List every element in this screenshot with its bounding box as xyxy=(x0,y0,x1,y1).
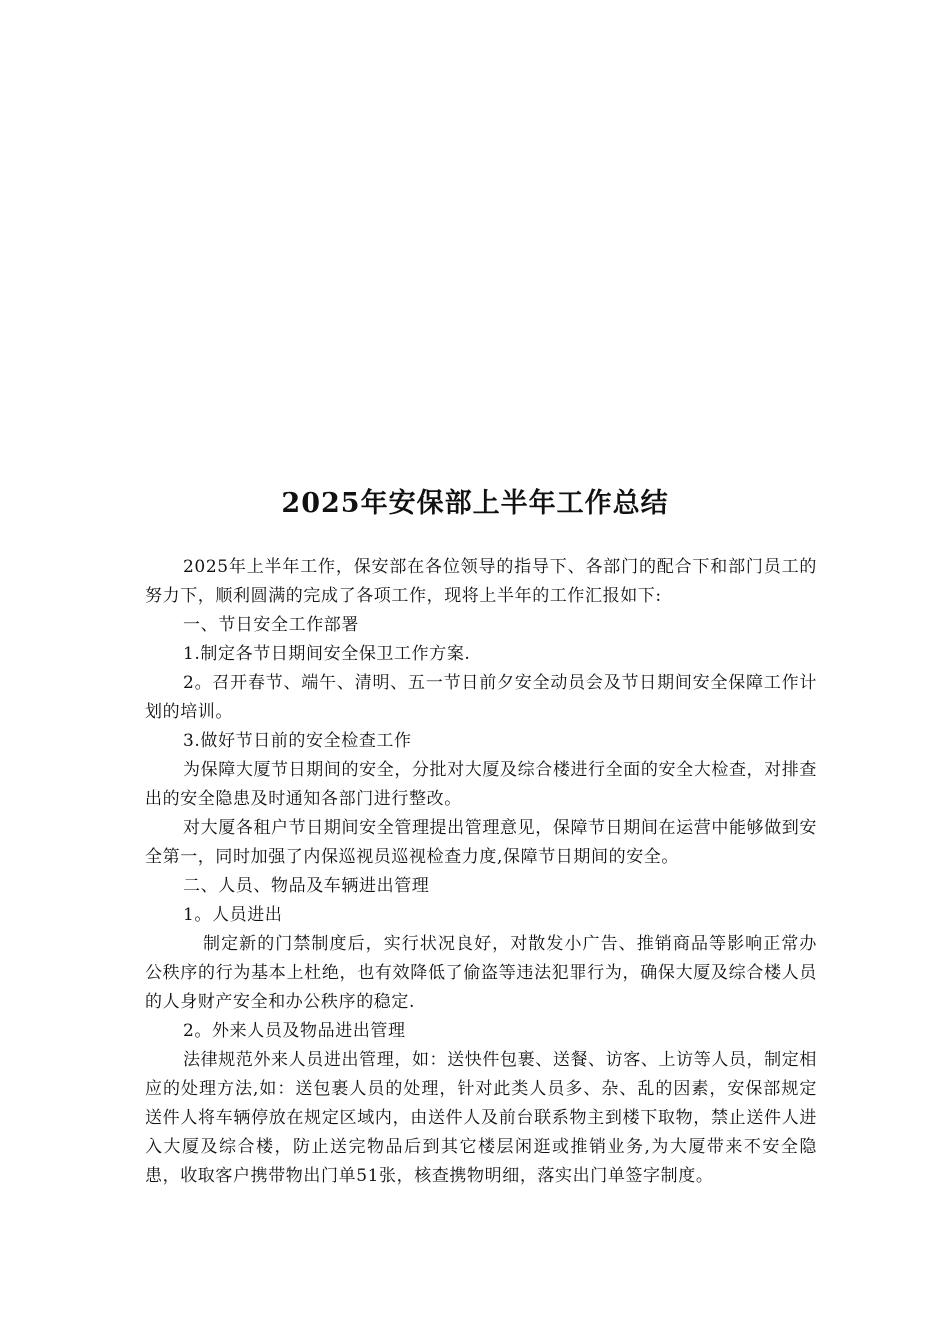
list-item-safety-plan: 1.制定各节日期间安全保卫工作方案. xyxy=(183,644,471,664)
document-body xyxy=(145,553,817,1191)
list-item-mobilization-meeting: 2。召开春节、端午、清明、五一节日前夕安全动员会及节日期间安全保障工作计划的培训。 xyxy=(145,673,817,722)
section-heading-access-management: 二、人员、物品及车辆进出管理 xyxy=(183,876,430,896)
paragraph-visitor-details: 法律规范外来人员进出管理，如：送快件包裹、送餐、访客、上访等人员，制定相应的处理方法,如：送包裹人员的处理，针对此类人员多、杂、乱的因素，安保部规定送件人将车辆停放在规定区域内，由送件人及前台联系物主到楼下取物，禁止送件人进入大厦及综合楼，防止送完物品后到其它楼层闲逛或推销业务,为大厦带来不安全隐患，收取客户携带物出门单51张，核查携物明细，落实出门单签字制度。 xyxy=(145,1050,817,1186)
list-item-safety-inspection: 3.做好节日前的安全检查工作 xyxy=(183,731,412,751)
document-title: 2025年安保部上半年工作总结 xyxy=(281,488,669,519)
paragraph-tenant-management: 对大厦各租户节日期间安全管理提出管理意见，保障节日期间在运营中能够做到安全第一，同时加强了内保巡视员巡视检查力度,保障节日期间的安全。 xyxy=(145,818,817,867)
list-item-personnel-access: 1。人员进出 xyxy=(183,905,283,925)
paragraph-access-control: 制定新的门禁制度后，实行状况良好，对散发小广告、推销商品等影响正常办公秩序的行为基本上杜绝，也有效降低了偷盗等违法犯罪行为，确保大厦及综合楼人员的人身财产安全和办公秩序的稳定. xyxy=(145,934,817,1012)
paragraph-inspection-details: 为保障大厦节日期间的安全，分批对大厦及综合楼进行全面的安全大检查，对排查出的安全隐患及时通知各部门进行整改。 xyxy=(145,760,817,809)
list-item-visitor-management: 2。外来人员及物品进出管理 xyxy=(183,1021,406,1041)
section-heading-holiday-safety: 一、节日安全工作部署 xyxy=(183,615,359,635)
paragraph-intro: 2025年上半年工作，保安部在各位领导的指导下、各部门的配合下和部门员工的努力下，顺利圆满的完成了各项工作，现将上半年的工作汇报如下: xyxy=(145,557,817,606)
